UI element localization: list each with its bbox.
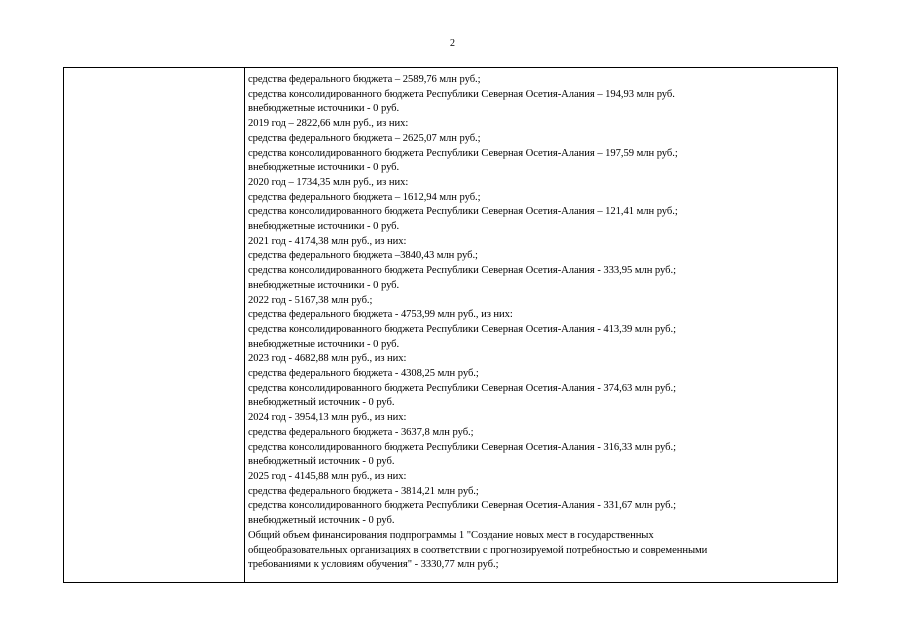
text-line: средства федерального бюджета – 1612,94 млн руб.; [248, 191, 481, 203]
text-line: 2024 год - 3954,13 млн руб., из них: [248, 412, 407, 424]
text-line: внебюджетный источник - 0 руб. [248, 397, 395, 409]
text-line: средства консолидированного бюджета Республики Северная Осетия-Алания - 413,39 млн руб.; [248, 323, 676, 335]
text-line: средства консолидированного бюджета Республики Северная Осетия-Алания - 331,67 млн руб.; [248, 500, 676, 512]
text-line: требованиями к условиям обучения" - 3330,77 млн руб.; [248, 559, 499, 571]
text-line: средства федерального бюджета - 4753,99 млн руб., из них: [248, 309, 513, 321]
text-line: средства федерального бюджета – 2589,76 млн руб.; [248, 74, 481, 85]
table-label-cell [64, 68, 245, 582]
text-line: общеобразовательных организациях в соответствии с прогнозируемой потребностью и современными [248, 544, 708, 556]
text-line: средства консолидированного бюджета Республики Северная Осетия-Алания – 121,41 млн руб.; [248, 206, 678, 218]
text-line: средства консолидированного бюджета Республики Северная Осетия-Алания – 194,93 млн руб. [248, 88, 675, 100]
page-number: 2 [450, 38, 455, 49]
text-line: 2023 год - 4682,88 млн руб., из них: [248, 353, 407, 365]
funding-table [63, 67, 838, 583]
text-line: Общий объем финансирования подпрограммы 1 "Создание новых мест в государственных [248, 529, 654, 541]
text-line: внебюджетный источник - 0 руб. [248, 456, 395, 468]
text-line: 2025 год - 4145,88 млн руб., из них: [248, 470, 407, 482]
text-line: средства консолидированного бюджета Республики Северная Осетия-Алания - 333,95 млн руб.; [248, 265, 676, 277]
text-line: внебюджетные источники - 0 руб. [248, 279, 400, 291]
text-line: 2021 год - 4174,38 млн руб., из них: [248, 235, 407, 247]
text-line: внебюджетные источники - 0 руб. [248, 338, 400, 350]
text-line: внебюджетные источники - 0 руб. [248, 162, 400, 174]
text-line: средства федерального бюджета –3840,43 млн руб.; [248, 250, 478, 262]
text-line: внебюджетные источники - 0 руб. [248, 103, 400, 115]
text-line: средства консолидированного бюджета Республики Северная Осетия-Алания – 197,59 млн руб.; [248, 147, 678, 159]
text-line: 2022 год - 5167,38 млн руб.; [248, 294, 373, 306]
table-content-cell [245, 68, 837, 582]
text-line: внебюджетные источники - 0 руб. [248, 221, 400, 233]
text-line: средства консолидированного бюджета Республики Северная Осетия-Алания - 316,33 млн руб.; [248, 441, 676, 453]
text-line: средства консолидированного бюджета Республики Северная Осетия-Алания - 374,63 млн руб.; [248, 382, 676, 394]
text-line: 2019 год – 2822,66 млн руб., из них: [248, 118, 409, 130]
text-line: средства федерального бюджета - 3637,8 млн руб.; [248, 426, 474, 438]
text-line: внебюджетный источник - 0 руб. [248, 515, 395, 527]
text-line: средства федерального бюджета – 2625,07 млн руб.; [248, 132, 481, 144]
text-line: 2020 год – 1734,35 млн руб., из них: [248, 176, 409, 188]
text-line: средства федерального бюджета - 3814,21 млн руб.; [248, 485, 479, 497]
text-line: средства федерального бюджета - 4308,25 млн руб.; [248, 368, 479, 380]
